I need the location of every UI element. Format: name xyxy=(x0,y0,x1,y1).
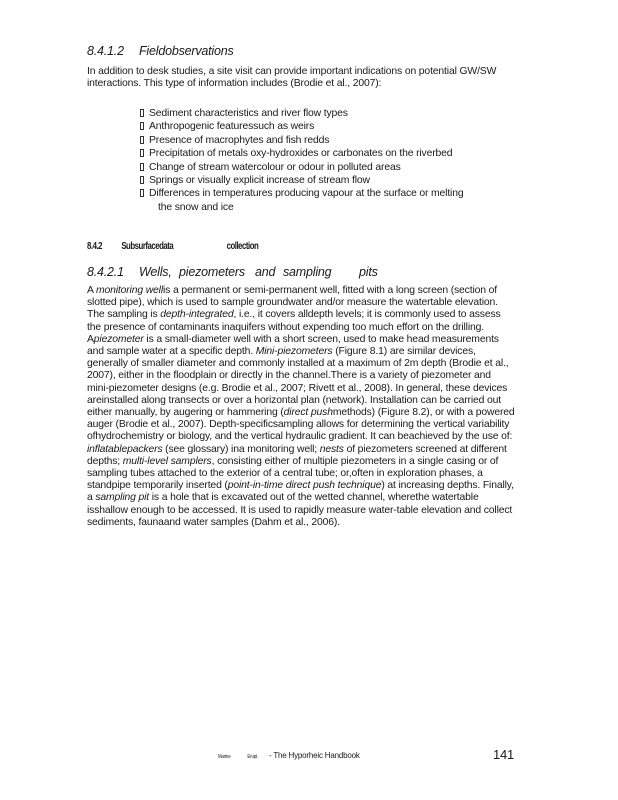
section-number: 8.4.1.2 xyxy=(87,44,124,58)
list-item: Springs or visually explicit increase of stream flow xyxy=(140,174,520,187)
section-title-part: piezometers xyxy=(179,265,245,279)
term-monitoring-well: monitoring well xyxy=(95,285,164,296)
term-piezometer: piezometer xyxy=(93,333,144,345)
bullet-box-icon xyxy=(140,189,144,197)
section-title-part: Subsurfacedata xyxy=(121,241,174,252)
term-multi-level-samplers: multi-level samplers xyxy=(122,455,212,467)
section-title-part: sampling xyxy=(283,265,332,279)
list-item-continuation: the snow and ice xyxy=(158,201,234,213)
bullet-box-icon xyxy=(140,122,144,130)
bullet-box-icon xyxy=(140,163,144,171)
term-sampling-pit: sampling pit xyxy=(95,492,150,504)
section-number: 8.4.2.1 xyxy=(87,265,124,279)
wells-paragraph: A monitoring wellis a permanent or semi-permanent well, fitted with a long screen (section of slotted pipe), which is used to sample groundwater and/or measure the watertable elevation. The sampling is depth-integrated, i.e., it covers alldepth levels; it is commonly used to assess the presence of contaminants inaquifers without expending too much effort on the drilling. Apiezometer is a small-diameter well with a short screen, used to make head measurements and sample water at a specific depth. Mini-piezometers (Figure 8.1) are similar devices, generally of smaller diameter and commonly installed at a maximum of 2m depth (Brodie et al., 2007), either in the floodplain or directly in the channel.There is a variety of piezometer and mini-piezometer designs (e.g. Brodie et al., 2007; Rivett et al., 2008). In general, these devices areinstalled along transects or over a horizontal plan (network). Installation can be carried out either manually, by augering or hammering (direct pushmethods) (Figure 8.2), or with a powered auger (Brodie et al., 2007). Depth-specificsampling allows for determining the vertical variability ofhydrochemistry or biology, and the vertical hydraulic gradient. It can beachieved by the use of: inflatablepackers (see glossary) ina monitoring well; nests of piezometers screened at different depths; multi-level samplers, consisting either of multiple piezometers in a single casing or of sampling tubes attached to the exterior of a central tube; or,often in exploration phases, a standpipe temporarily inserted (point-in-time direct push technique) at increasing depths. Finally, a sampling pit is a hole that is excavated out of the wetted channel, wherethe watertable isshallow enough to be accessed. It is used to rapidly measure water-table elevation and collect sediments, faunaand water samples (Dahm et al., 2006). xyxy=(87,285,515,528)
list-item: Differences in temperatures producing vapour at the surface or melting the snow and ice xyxy=(140,187,520,214)
term-nests: nests xyxy=(319,443,344,455)
section-number: 8.4.2 xyxy=(87,241,103,252)
section-heading-subsurface xyxy=(87,241,258,252)
observation-list xyxy=(140,107,520,214)
footer-small-text: Marine xyxy=(218,754,231,760)
term-point-in-time: point-in-time direct push technique xyxy=(227,480,382,492)
section-heading-field-observations xyxy=(87,44,234,58)
intro-paragraph: In addition to desk studies, a site visit can provide important indications on potential GW/SW interactions. This type of information includes (Brodie et al., 2007): xyxy=(87,66,497,90)
term-depth-integrated: depth-integrated xyxy=(160,309,234,321)
list-item: Precipitation of metals oxy-hydroxides or carbonates on the riverbed xyxy=(140,147,520,160)
page-footer xyxy=(215,751,360,760)
bullet-box-icon xyxy=(140,149,144,157)
footer-small-text: Erupt. xyxy=(247,754,259,760)
term-direct-push: direct push xyxy=(283,407,333,419)
term-inflatable-packers: inflatablepackers xyxy=(87,443,163,455)
section-title-part: and xyxy=(255,265,276,279)
list-item: Change of stream watercolour or odour in polluted areas xyxy=(140,161,520,174)
section-title-part: pits xyxy=(359,265,378,279)
section-title-part: collection xyxy=(226,241,259,252)
term-mini-piezometers: Mini-piezometers xyxy=(255,346,333,358)
footer-title: - The Hyporheic Handbook xyxy=(269,751,360,760)
bullet-box-icon xyxy=(140,109,144,117)
list-item: Sediment characteristics and river flow types xyxy=(140,107,520,120)
section-title: Fieldobservations xyxy=(139,44,234,58)
page-number: 141 xyxy=(493,747,515,762)
bullet-box-icon xyxy=(140,136,144,144)
section-title-part: Wells, xyxy=(139,265,172,279)
list-item: Presence of macrophytes and fish redds xyxy=(140,134,520,147)
list-item: Anthropogenic featuressuch as weirs xyxy=(140,120,520,133)
section-heading-wells xyxy=(87,265,378,279)
bullet-box-icon xyxy=(140,176,144,184)
